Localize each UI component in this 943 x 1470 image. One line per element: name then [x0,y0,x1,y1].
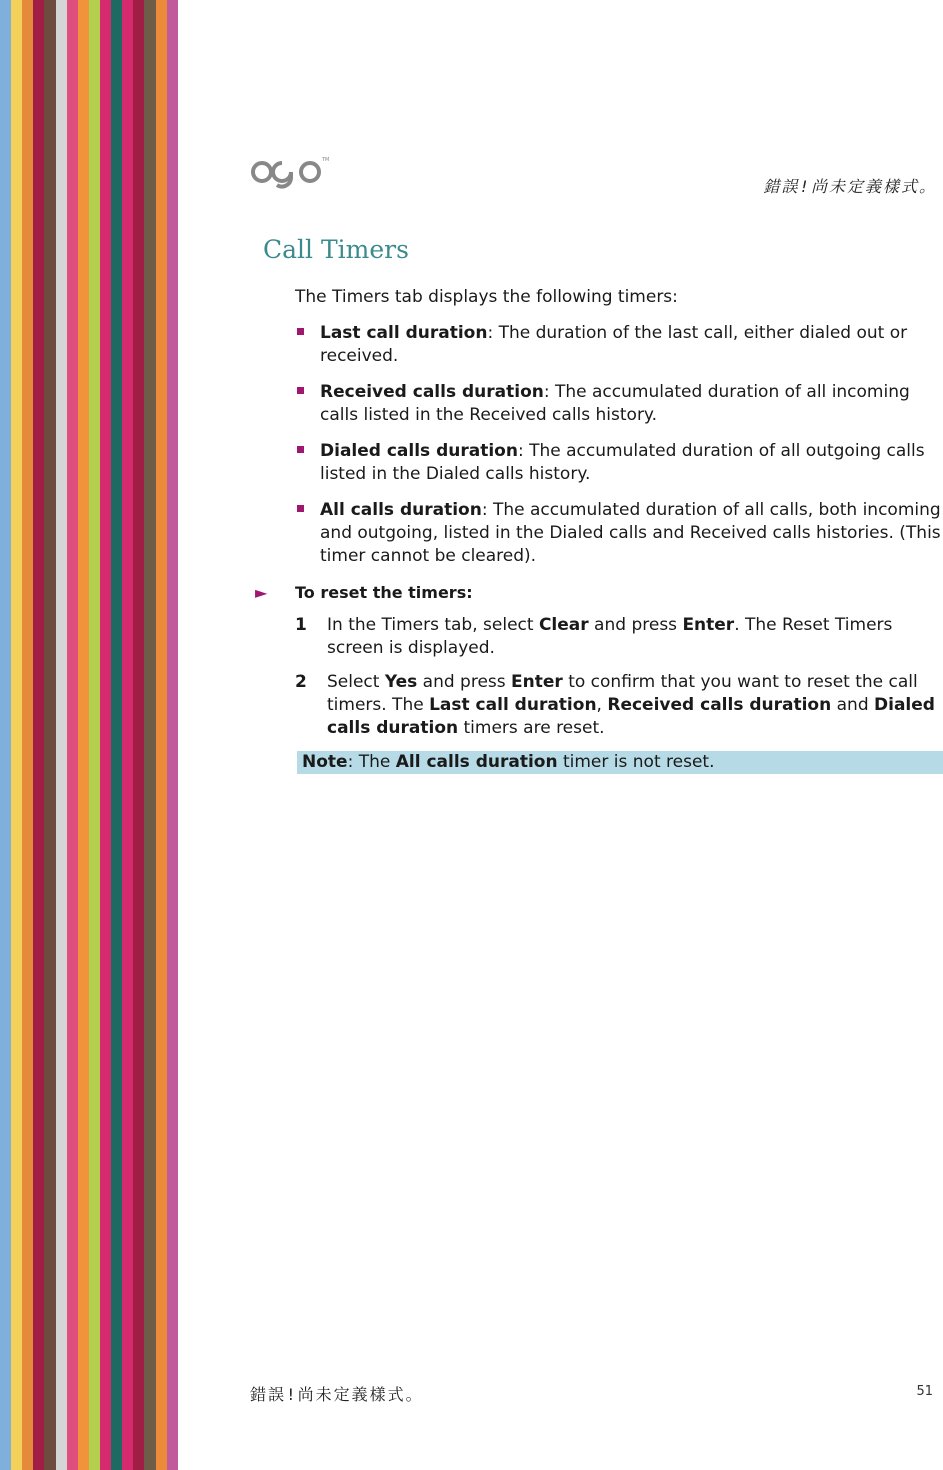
svg-text:TM: TM [322,157,330,163]
bullet-square-icon [297,446,304,453]
main-content [255,286,943,774]
list-item: Received calls duration: The accumulated duration of all incoming calls listed in the Received calls history. [295,381,943,427]
section-title: Call Timers [263,235,409,264]
step-number: 1 [295,615,307,635]
list-item: All calls duration: The accumulated duration of all calls, both incoming and outgoing, listed in the Dialed calls and Received calls histories. (This timer cannot be cleared). [295,499,943,568]
list-item: Dialed calls duration: The accumulated duration of all outgoing calls listed in the Dialed calls history. [295,440,943,486]
list-item: 2 Select Yes and press Enter to confirm that you want to reset the call timers. The Last call duration, Received calls duration and Dialed calls duration timers are reset. [295,672,935,738]
note-box: Note: The All calls duration timer is not reset. [297,751,943,774]
bullet-square-icon [297,505,304,512]
bullet-square-icon [297,387,304,394]
ogo-logo [250,155,330,193]
running-header: 錯誤!尚未定義樣式。 [763,177,937,196]
timer-list [295,322,943,568]
step-number: 2 [295,672,307,692]
list-item: 1 In the Timers tab, select Clear and press Enter. The Reset Timers screen is displayed. [295,615,893,658]
step-list [295,614,943,740]
decorative-stripes [0,0,200,1470]
bullet-square-icon [297,328,304,335]
procedure-heading: ► To reset the timers: [255,583,473,602]
list-item: Last call duration: The duration of the last call, either dialed out or received. [295,322,943,368]
intro-text: The Timers tab displays the following timers: [295,287,678,307]
arrow-right-icon: ► [255,583,268,602]
page-number: 51 [916,1384,933,1399]
running-footer: 錯誤!尚未定義樣式。 [250,1385,424,1404]
